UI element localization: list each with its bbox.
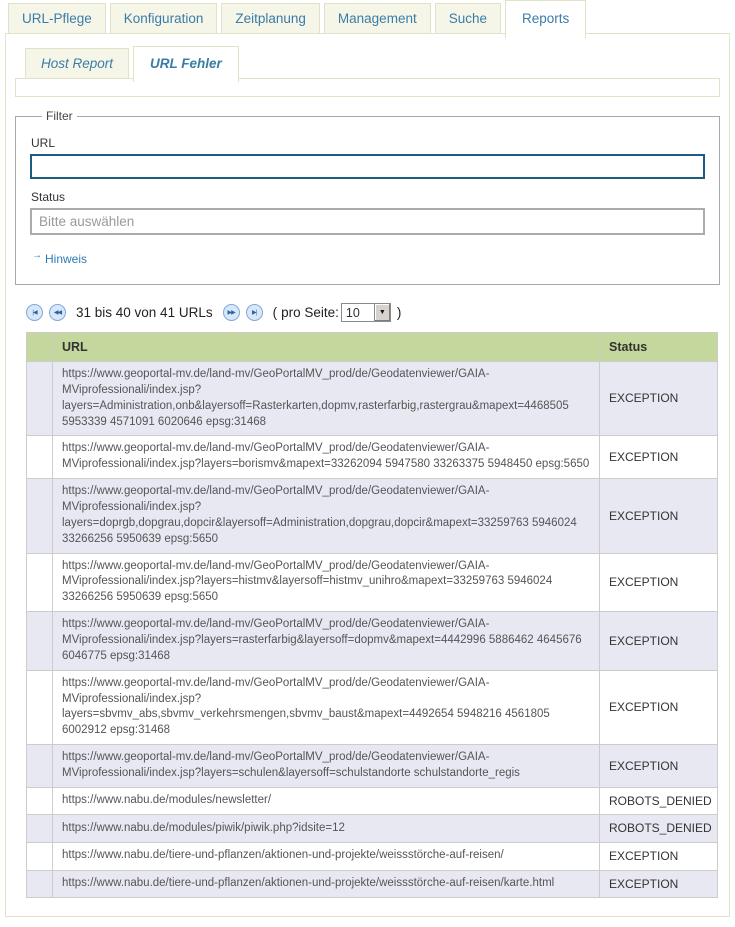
tab-reports[interactable]: Reports (505, 0, 586, 38)
status-cell: EXCEPTION (600, 612, 718, 671)
tab-suche[interactable]: Suche (435, 3, 501, 34)
table-row[interactable] (27, 479, 718, 553)
tab-host-report[interactable]: Host Report (25, 48, 129, 79)
table-row[interactable] (27, 436, 718, 479)
status-cell: EXCEPTION (600, 553, 718, 612)
reports-panel (5, 33, 730, 917)
row-select-cell[interactable] (27, 745, 53, 788)
tab-url-pflege[interactable]: URL-Pflege (8, 3, 106, 34)
column-header-status: Status (600, 333, 718, 362)
url-cell: https://www.geoportal-mv.de/land-mv/GeoPortalMV_prod/de/Geodatenviewer/GAIA-MViprofessionali/index.jsp?layers=sbvmv_abs,sbvmv_verkehrsmengen,sbvmv_baust&mapext=4492654 5948216 4561805 6002912 epsg:31468 (53, 670, 600, 744)
table-row[interactable] (27, 612, 718, 671)
table-header-row (27, 333, 718, 362)
tab-management[interactable]: Management (324, 3, 431, 34)
status-cell: EXCEPTION (600, 436, 718, 479)
filter-fieldset (15, 109, 720, 285)
previous-page-button[interactable]: ◀◀ (49, 304, 66, 321)
status-filter-label: Status (31, 190, 66, 204)
next-page-button[interactable]: ▶▶ (223, 304, 240, 321)
arrow-right-icon: → (32, 250, 42, 261)
row-select-cell[interactable] (27, 436, 53, 479)
paren-close: ) (396, 305, 402, 320)
column-header-url: URL (53, 333, 600, 362)
row-select-cell[interactable] (27, 479, 53, 553)
row-select-cell[interactable] (27, 815, 53, 843)
paren-open: ( (272, 305, 278, 320)
url-cell: https://www.geoportal-mv.de/land-mv/GeoPortalMV_prod/de/Geodatenviewer/GAIA-MViprofessionali/index.jsp?layers=schulen&layersoff=schulstandorte schulstandorte_regis (53, 745, 600, 788)
url-cell: https://www.nabu.de/tiere-und-pflanzen/aktionen-und-projekte/weissstörche-auf-reisen/ (53, 843, 600, 871)
table-row[interactable] (27, 670, 718, 744)
status-cell: ROBOTS_DENIED (600, 787, 718, 815)
table-row[interactable] (27, 843, 718, 871)
status-cell: EXCEPTION (600, 362, 718, 436)
row-select-cell[interactable] (27, 670, 53, 744)
status-cell: ROBOTS_DENIED (600, 815, 718, 843)
hinweis-link[interactable] (32, 250, 87, 266)
url-filter-input[interactable] (30, 154, 705, 179)
per-page-select[interactable] (341, 303, 391, 322)
main-tab-bar (0, 0, 735, 34)
first-page-button[interactable]: |◀ (26, 304, 43, 321)
report-sub-tab-bar (15, 46, 720, 79)
tab-konfiguration[interactable]: Konfiguration (110, 3, 218, 34)
row-select-cell[interactable] (27, 787, 53, 815)
row-select-cell[interactable] (27, 870, 53, 898)
status-cell: EXCEPTION (600, 843, 718, 871)
url-cell: https://www.geoportal-mv.de/land-mv/GeoPortalMV_prod/de/Geodatenviewer/GAIA-MViprofessionali/index.jsp?layers=rasterfarbig&layersoff=dopmv&mapext=4442996 5886462 4645676 6046775 epsg:31468 (53, 612, 600, 671)
status-cell: EXCEPTION (600, 870, 718, 898)
tab-zeitplanung[interactable]: Zeitplanung (221, 3, 320, 34)
row-select-cell[interactable] (27, 362, 53, 436)
row-select-cell[interactable] (27, 612, 53, 671)
url-errors-table (26, 332, 718, 898)
status-cell: EXCEPTION (600, 479, 718, 553)
url-cell: https://www.geoportal-mv.de/land-mv/GeoPortalMV_prod/de/Geodatenviewer/GAIA-MViprofessionali/index.jsp?layers=Administration,onb&layersoff=Rasterkarten,dopmv,rasterfarbig,rastergrau&mapext=4468505 5953339 4571091 6020646 epsg:31468 (53, 362, 600, 436)
panel-bottom-spacer (15, 898, 720, 916)
table-row[interactable] (27, 787, 718, 815)
url-cell: https://www.geoportal-mv.de/land-mv/GeoPortalMV_prod/de/Geodatenviewer/GAIA-MViprofessionali/index.jsp?layers=doprgb,dopgrau,dopcir&layersoff=Administration,dopgrau,dopcir&mapext=33259763 5946024 33266256 5950639 epsg:5650 (53, 479, 600, 553)
url-cell: https://www.nabu.de/modules/newsletter/ (53, 787, 600, 815)
per-page-label: pro Seite: (281, 305, 339, 320)
row-select-cell[interactable] (27, 553, 53, 612)
table-row[interactable] (27, 553, 718, 612)
subtab-content-strip (15, 78, 720, 97)
per-page-value: 10 (345, 306, 360, 320)
chevron-down-icon: ▼ (374, 304, 390, 321)
table-row[interactable] (27, 815, 718, 843)
tab-url-fehler[interactable]: URL Fehler (133, 46, 239, 82)
url-cell: https://www.geoportal-mv.de/land-mv/GeoPortalMV_prod/de/Geodatenviewer/GAIA-MViprofessionali/index.jsp?layers=borismv&mapext=33262094 5947580 33263375 5948450 epsg:5650 (53, 436, 600, 479)
pagination-info: 31 bis 40 von 41 URLs (76, 305, 213, 320)
url-filter-label: URL (31, 136, 56, 150)
status-cell: EXCEPTION (600, 670, 718, 744)
last-page-button[interactable]: ▶| (246, 304, 263, 321)
table-row[interactable] (27, 745, 718, 788)
url-cell: https://www.geoportal-mv.de/land-mv/GeoPortalMV_prod/de/Geodatenviewer/GAIA-MViprofessionali/index.jsp?layers=histmv&layersoff=histmv_unihro&mapext=33259763 5946024 33266256 5950639 epsg:5650 (53, 553, 600, 612)
status-filter-select[interactable]: Bitte auswählen (30, 208, 705, 235)
url-cell: https://www.nabu.de/tiere-und-pflanzen/aktionen-und-projekte/weissstörche-auf-reisen/karte.html (53, 870, 600, 898)
row-select-cell[interactable] (27, 843, 53, 871)
pagination-bar (26, 303, 720, 322)
column-header-select (27, 333, 53, 362)
table-row[interactable] (27, 870, 718, 898)
url-cell: https://www.nabu.de/modules/piwik/piwik.php?idsite=12 (53, 815, 600, 843)
hinweis-label: Hinweis (45, 252, 88, 266)
status-cell: EXCEPTION (600, 745, 718, 788)
filter-legend: Filter (46, 109, 73, 123)
table-row[interactable] (27, 362, 718, 436)
